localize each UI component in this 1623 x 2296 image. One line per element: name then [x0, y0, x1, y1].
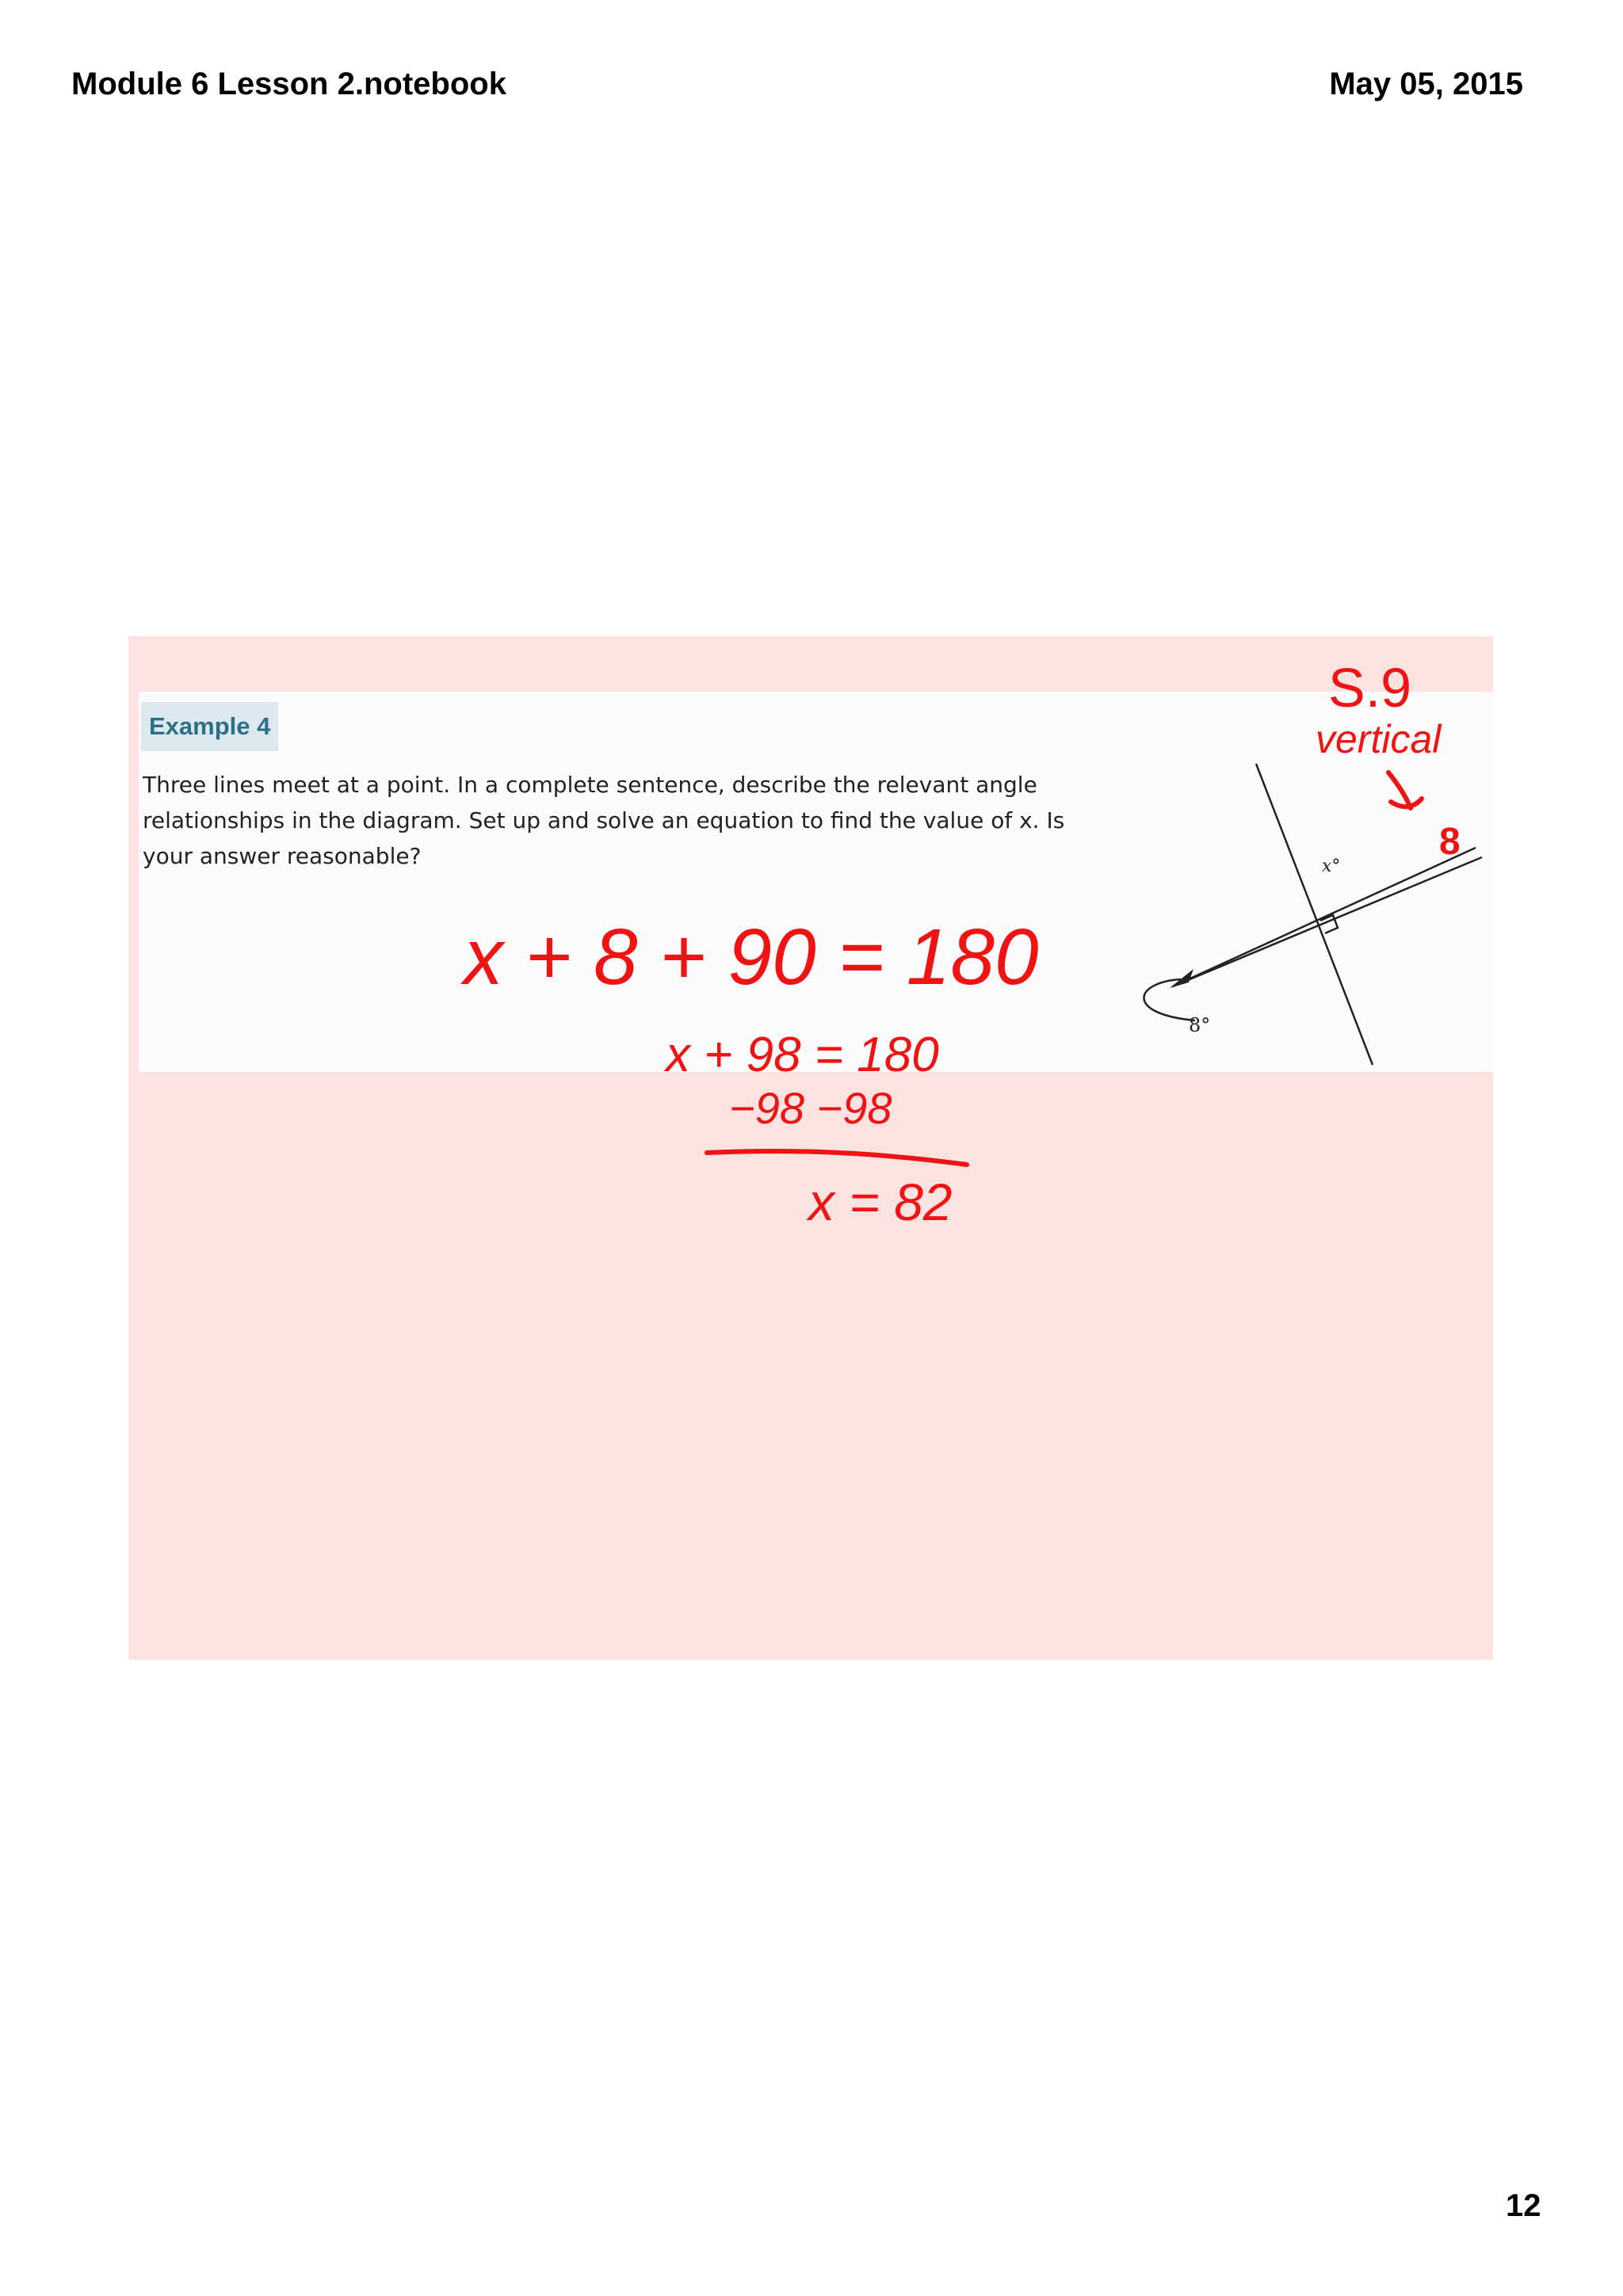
- label-8-degrees: 8°: [1189, 1014, 1211, 1036]
- equation-rule: [707, 1151, 967, 1165]
- document-date: May 05, 2015: [1329, 67, 1523, 101]
- document-title: Module 6 Lesson 2.notebook: [71, 67, 506, 101]
- equation-subtract: −98 −98: [729, 1083, 892, 1133]
- problem-line: Three lines meet at a point. In a complete sentence, describe the relevant angle: [143, 772, 1037, 798]
- example-label: Example 4: [141, 702, 278, 751]
- annotation-angle-8: 8: [1439, 821, 1461, 863]
- annotation-vertical-note: vertical: [1316, 717, 1442, 761]
- problem-line: relationships in the diagram. Set up and solve an equation to find the value of x. Is: [143, 807, 1065, 833]
- equation-line-1: x + 8 + 90 = 180: [464, 913, 1039, 1001]
- annotation-arrow: [1388, 772, 1422, 808]
- problem-line: your answer reasonable?: [143, 843, 422, 869]
- equation-result: x = 82: [808, 1173, 953, 1231]
- label-x-degrees: x°: [1322, 856, 1341, 876]
- annotation-standard-ref: S.9: [1328, 657, 1412, 719]
- equation-line-2: x + 98 = 180: [666, 1028, 939, 1082]
- page-number: 12: [1506, 2188, 1541, 2223]
